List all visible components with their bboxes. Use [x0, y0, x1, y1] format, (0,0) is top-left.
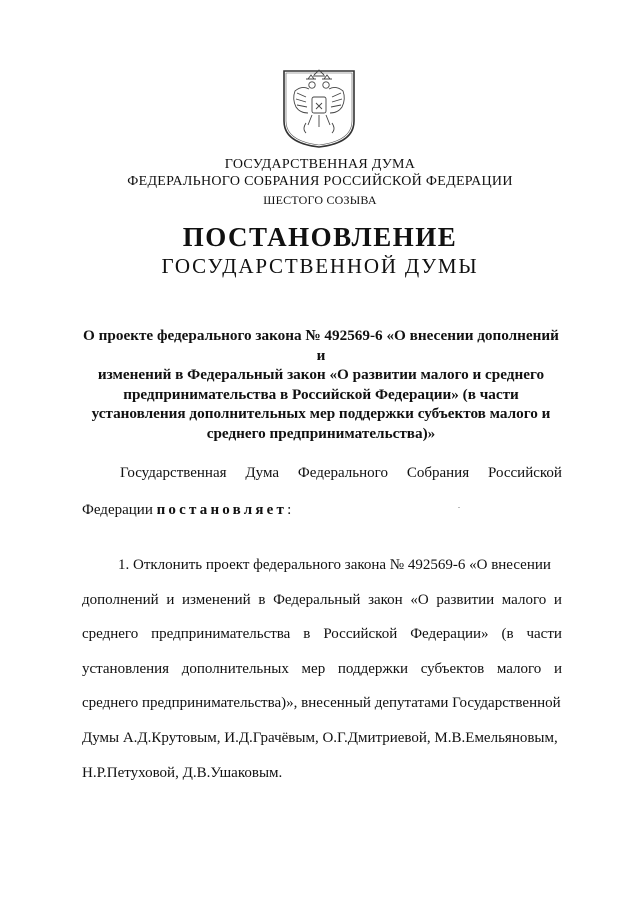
document-issuer-title: ГОСУДАРСТВЕННОЙ ДУМЫ [161, 254, 479, 278]
subject-line: предпринимательства в Российской Федерации» (в части [123, 385, 519, 403]
preamble-word: Российской [488, 465, 562, 481]
header-line-convocation: ШЕСТОГО СОЗЫВА [263, 193, 377, 207]
item-line: среднего предпринимательства в Российской Федерации» (в части [82, 626, 562, 643]
preamble-colon: : [287, 502, 292, 518]
preamble-line [82, 465, 562, 482]
subject-line: установления дополнительных мер поддержки субъектов малого и [91, 405, 551, 422]
resolution-item-1 [82, 548, 562, 790]
header-line-duma: ГОСУДАРСТВЕННАЯ ДУМА [224, 157, 416, 172]
document-type-title: ПОСТАНОВЛЕНИЕ [182, 222, 458, 252]
item-line: дополнений и изменений в Федеральный закон «О развитии малого и [82, 591, 562, 608]
preamble-word: Федерации [82, 502, 153, 518]
header-line-assembly: ФЕДЕРАЛЬНОГО СОБРАНИЯ РОССИЙСКОЙ ФЕДЕРАЦИИ [127, 174, 513, 189]
subject-heading [78, 326, 564, 443]
preamble-word: Федерального [297, 465, 388, 481]
scan-speck [458, 507, 460, 508]
preamble-word: Собрания [406, 465, 470, 481]
item-line: Думы А.Д.Крутовым, И.Д.Грачёвым, О.Г.Дмитриевой, М.В.Емельяновым, [82, 729, 558, 746]
item-line: среднего предпринимательства)», внесенный депутатами Государственной [82, 695, 561, 712]
item-line: Н.Р.Петуховой, Д.В.Ушаковым. [82, 764, 283, 781]
decree-word: постановляет [156, 502, 288, 518]
preamble-word: Дума [245, 465, 280, 481]
subject-line: среднего предпринимательства)» [206, 424, 436, 442]
item-line: установления дополнительных мер поддержки субъектов малого и [82, 660, 562, 677]
preamble-word: Государственная [120, 465, 227, 481]
preamble-line [82, 502, 562, 519]
subject-line: О проекте федерального закона № 492569-6 «О внесении дополнений и [83, 327, 559, 364]
state-emblem-icon [278, 63, 360, 149]
item-line: 1. Отклонить проект федерального закона № 492569-6 «О внесении [118, 557, 551, 573]
preamble-paragraph [82, 465, 562, 519]
subject-line: изменений в Федеральный закон «О развитии малого и среднего [97, 366, 545, 383]
